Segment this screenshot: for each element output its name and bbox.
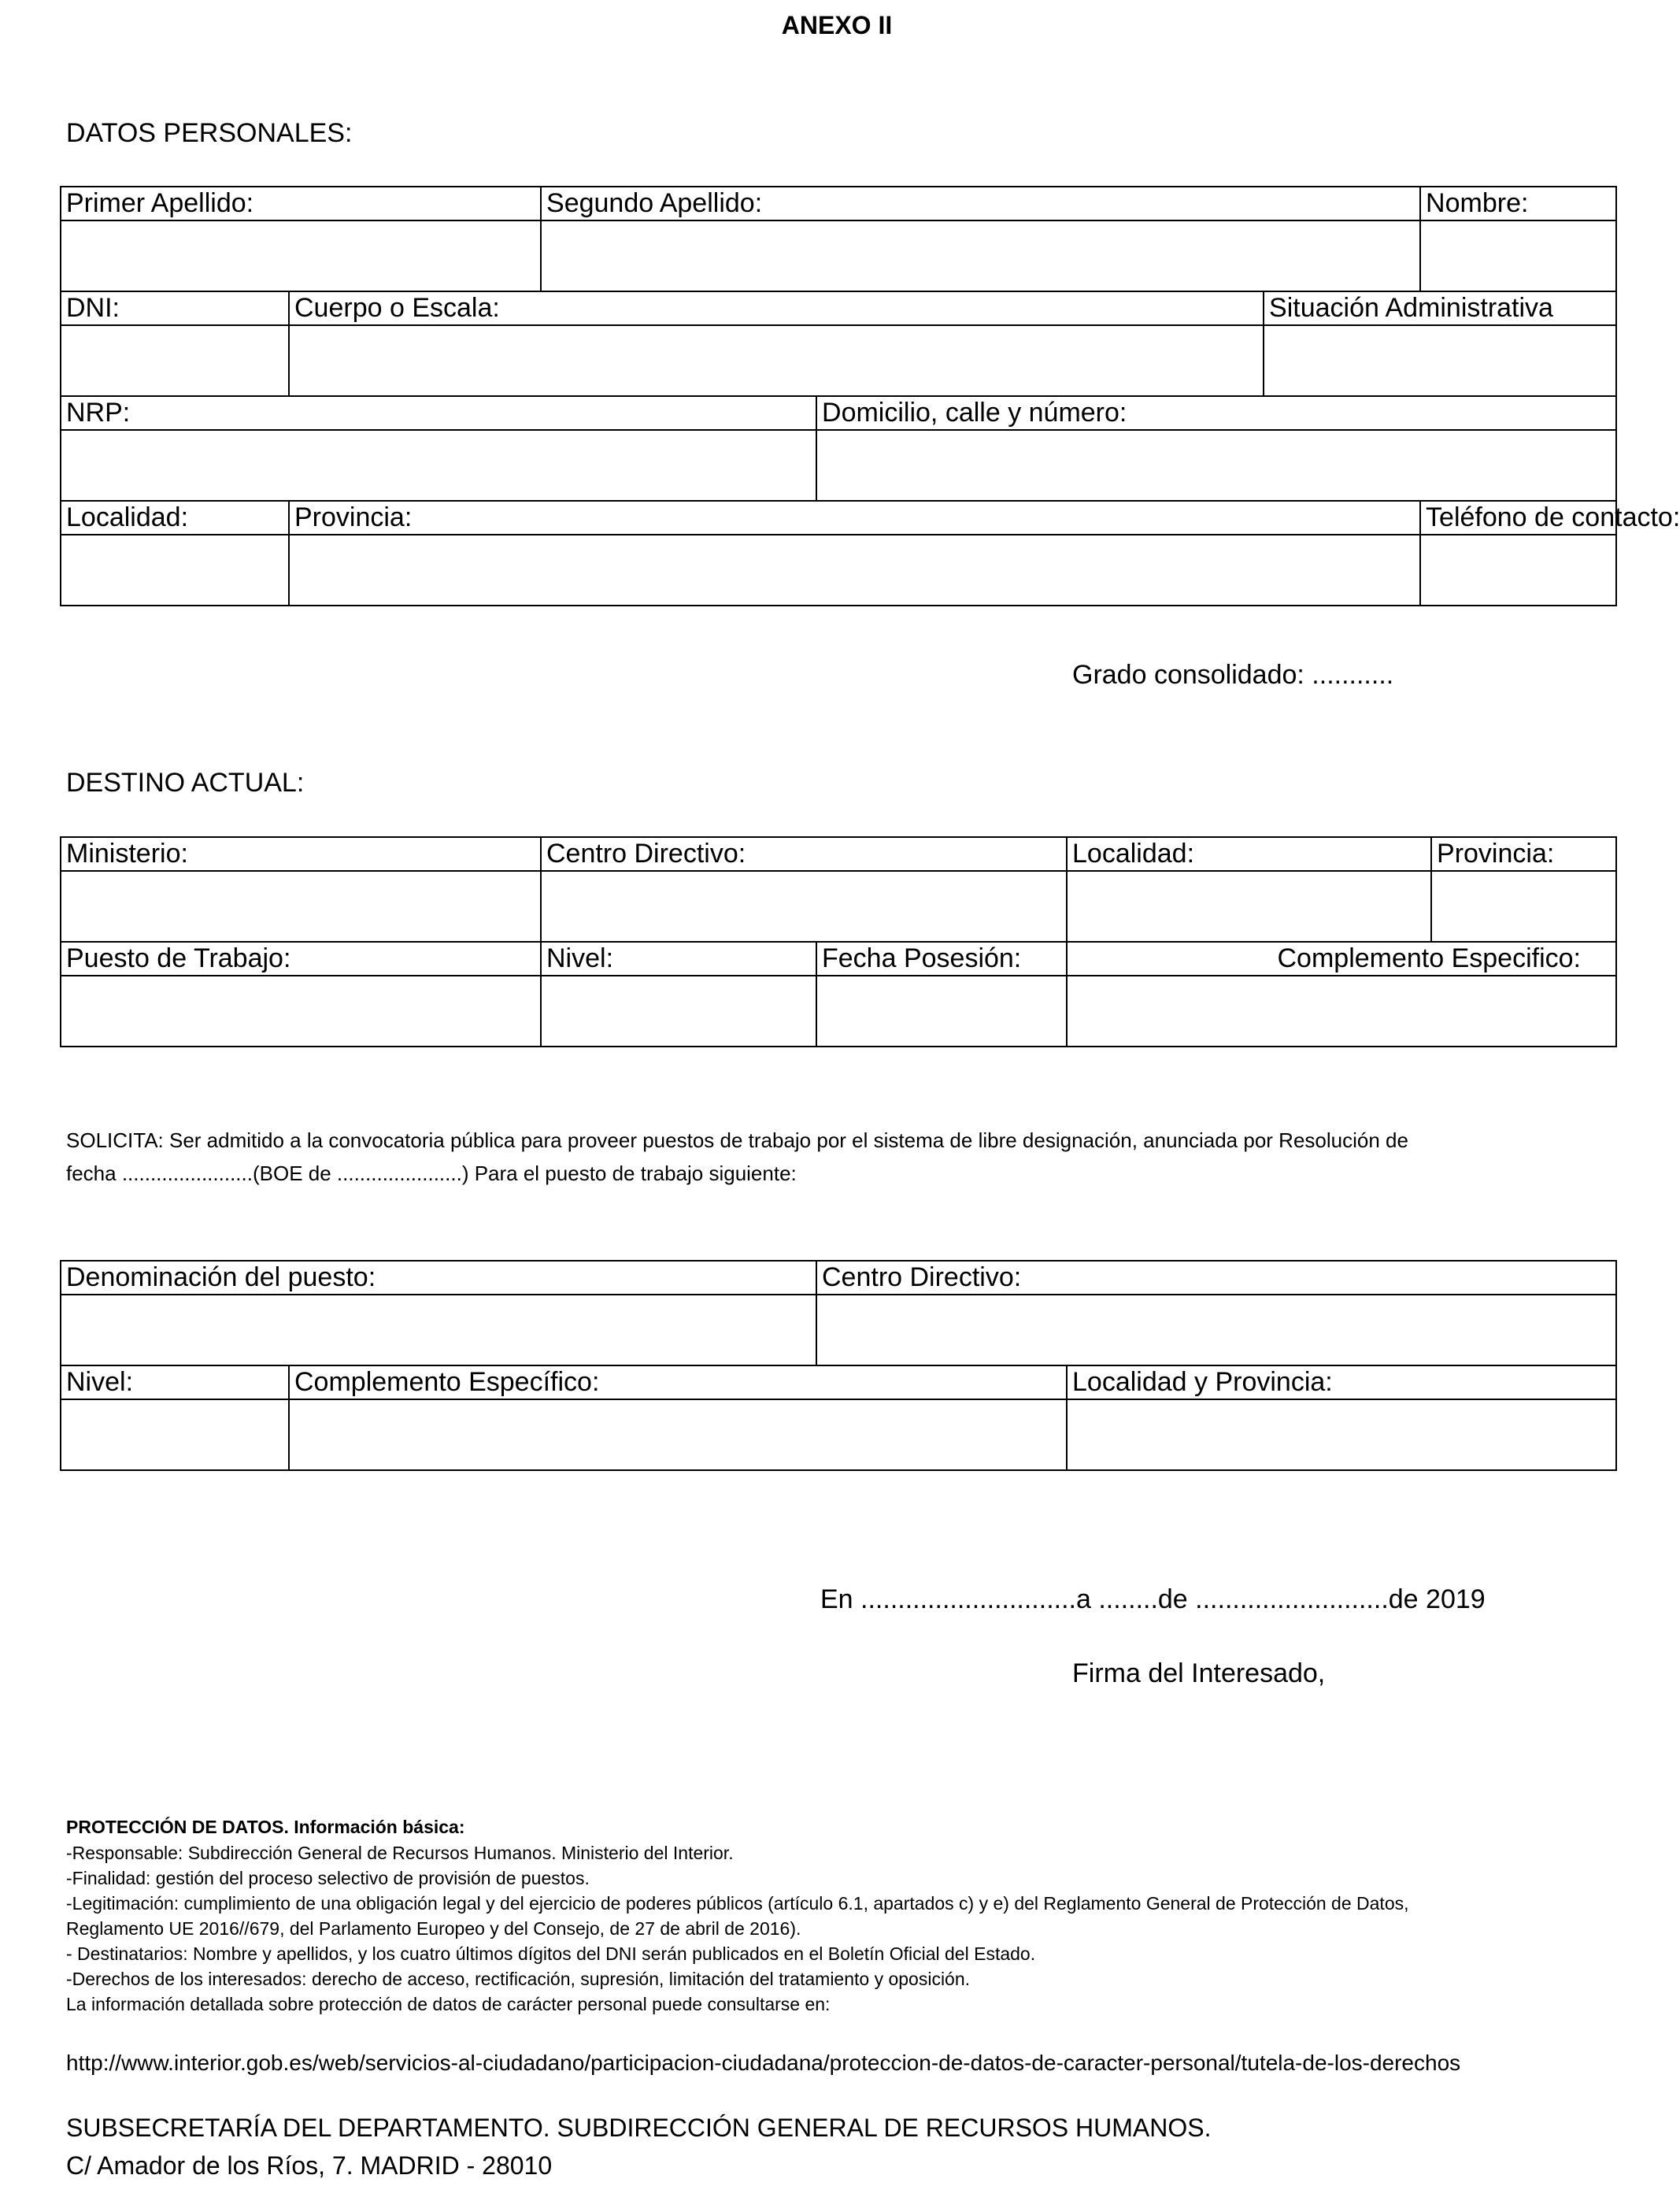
proteccion-line: -Finalidad: gestión del proceso selectivo de provisión de puestos. xyxy=(66,1868,590,1888)
puesto-nivel-label: Nivel: xyxy=(61,1365,289,1399)
complemento-especifico-label: Complemento Especifico: xyxy=(1067,942,1616,976)
footer-address: C/ Amador de los Ríos, 7. MADRID - 28010 xyxy=(66,2151,553,2180)
nivel-field[interactable] xyxy=(541,976,816,1047)
destino-localidad-label: Localidad: xyxy=(1067,837,1431,871)
destino-provincia-field[interactable] xyxy=(1431,871,1616,942)
primer-apellido-label: Primer Apellido: xyxy=(61,187,541,220)
puesto-complemento-label: Complemento Específico: xyxy=(289,1365,1067,1399)
localidad-provincia-field[interactable] xyxy=(1067,1399,1616,1470)
ministerio-label: Ministerio: xyxy=(61,837,541,871)
puesto-centro-directivo-field[interactable] xyxy=(816,1295,1616,1365)
destino-actual-table xyxy=(60,836,1617,1047)
puesto-trabajo-field[interactable] xyxy=(61,976,541,1047)
dni-label: DNI: xyxy=(61,291,289,325)
provincia-label: Provincia: xyxy=(289,501,1420,535)
centro-directivo-field[interactable] xyxy=(541,871,1067,942)
fecha-posesion-field[interactable] xyxy=(816,976,1067,1047)
proteccion-line: - Destinatarios: Nombre y apellidos, y los cuatro últimos dígitos del DNI serán publicados en el Boletín Oficial del Estado. xyxy=(66,1943,1036,1964)
puesto-trabajo-label: Puesto de Trabajo: xyxy=(61,942,541,976)
grado-consolidado: Grado consolidado: ........... xyxy=(1072,660,1394,690)
proteccion-line: Reglamento UE 2016//679, del Parlamento Europeo y del Consejo, de 27 de abril de 2016). xyxy=(66,1918,801,1939)
destino-localidad-field[interactable] xyxy=(1067,871,1431,942)
destino-actual-heading: DESTINO ACTUAL: xyxy=(66,768,305,798)
puesto-complemento-field[interactable] xyxy=(289,1399,1067,1470)
puesto-solicitado-table xyxy=(60,1260,1617,1471)
datos-personales-table xyxy=(60,186,1680,606)
segundo-apellido-label: Segundo Apellido: xyxy=(541,187,1420,220)
telefono-label: Teléfono de contacto: xyxy=(1420,501,1616,535)
proteccion-datos-url[interactable]: http://www.interior.gob.es/web/servicios-al-ciudadano/participacion-ciudadana/proteccion-de-datos-de-caracter-personal/tutela-de-los-derechos xyxy=(66,2051,1461,2075)
puesto-centro-directivo-label: Centro Directivo: xyxy=(816,1261,1616,1295)
segundo-apellido-field[interactable] xyxy=(541,220,1420,291)
situacion-administrativa-field[interactable] xyxy=(1264,325,1616,396)
centro-directivo-label: Centro Directivo: xyxy=(541,837,1067,871)
primer-apellido-field[interactable] xyxy=(61,220,541,291)
solicita-line-1: SOLICITA: Ser admitido a la convocatoria pública para proveer puestos de trabajo por el sistema de libre designación, anunciada por Resolución de xyxy=(66,1128,1408,1152)
domicilio-field[interactable] xyxy=(816,430,1616,501)
nrp-label: NRP: xyxy=(61,396,816,430)
situacion-administrativa-label: Situación Administrativa xyxy=(1264,291,1616,325)
complemento-especifico-field[interactable] xyxy=(1067,976,1616,1047)
localidad-field[interactable] xyxy=(61,535,289,606)
proteccion-line: -Legitimación: cumplimiento de una obligación legal y del ejercicio de poderes públicos (artículo 6.1, apartados c) y e) del Reglamento General de Protección de Datos, xyxy=(66,1893,1409,1914)
footer-department: SUBSECRETARÍA DEL DEPARTAMENTO. SUBDIRECCIÓN GENERAL DE RECURSOS HUMANOS. xyxy=(66,2114,1212,2142)
proteccion-datos-heading: PROTECCIÓN DE DATOS. Información básica: xyxy=(66,1817,465,1837)
domicilio-label: Domicilio, calle y número: xyxy=(816,396,1616,430)
nivel-label: Nivel: xyxy=(541,942,816,976)
nombre-label: Nombre: xyxy=(1420,187,1616,220)
ministerio-field[interactable] xyxy=(61,871,541,942)
provincia-field[interactable] xyxy=(289,535,1420,606)
localidad-provincia-label: Localidad y Provincia: xyxy=(1067,1365,1616,1399)
localidad-label: Localidad: xyxy=(61,501,289,535)
proteccion-line: -Responsable: Subdirección General de Recursos Humanos. Ministerio del Interior. xyxy=(66,1843,734,1863)
denominacion-puesto-field[interactable] xyxy=(61,1295,816,1365)
telefono-field[interactable] xyxy=(1420,535,1616,606)
nrp-field[interactable] xyxy=(61,430,816,501)
fecha-lugar-line: En .............................a ........de ..........................de 2019 xyxy=(820,1584,1486,1614)
puesto-nivel-field[interactable] xyxy=(61,1399,289,1470)
page-title: ANEXO II xyxy=(781,11,893,39)
proteccion-line: La información detallada sobre protección de datos de carácter personal puede consultarse en: xyxy=(66,1994,831,2014)
datos-personales-heading: DATOS PERSONALES: xyxy=(66,118,353,148)
firma-interesado: Firma del Interesado, xyxy=(1072,1658,1326,1688)
destino-provincia-label: Provincia: xyxy=(1431,837,1616,871)
cuerpo-escala-label: Cuerpo o Escala: xyxy=(289,291,1264,325)
nombre-field[interactable] xyxy=(1420,220,1616,291)
dni-field[interactable] xyxy=(61,325,289,396)
fecha-posesion-label: Fecha Posesión: xyxy=(816,942,1067,976)
proteccion-line: -Derechos de los interesados: derecho de acceso, rectificación, supresión, limitación del tratamiento y oposición. xyxy=(66,1969,971,1989)
cuerpo-escala-field[interactable] xyxy=(289,325,1264,396)
solicita-line-2: fecha .......................(BOE de ......................) Para el puesto de trabajo siguiente: xyxy=(66,1162,797,1185)
denominacion-puesto-label: Denominación del puesto: xyxy=(61,1261,816,1295)
